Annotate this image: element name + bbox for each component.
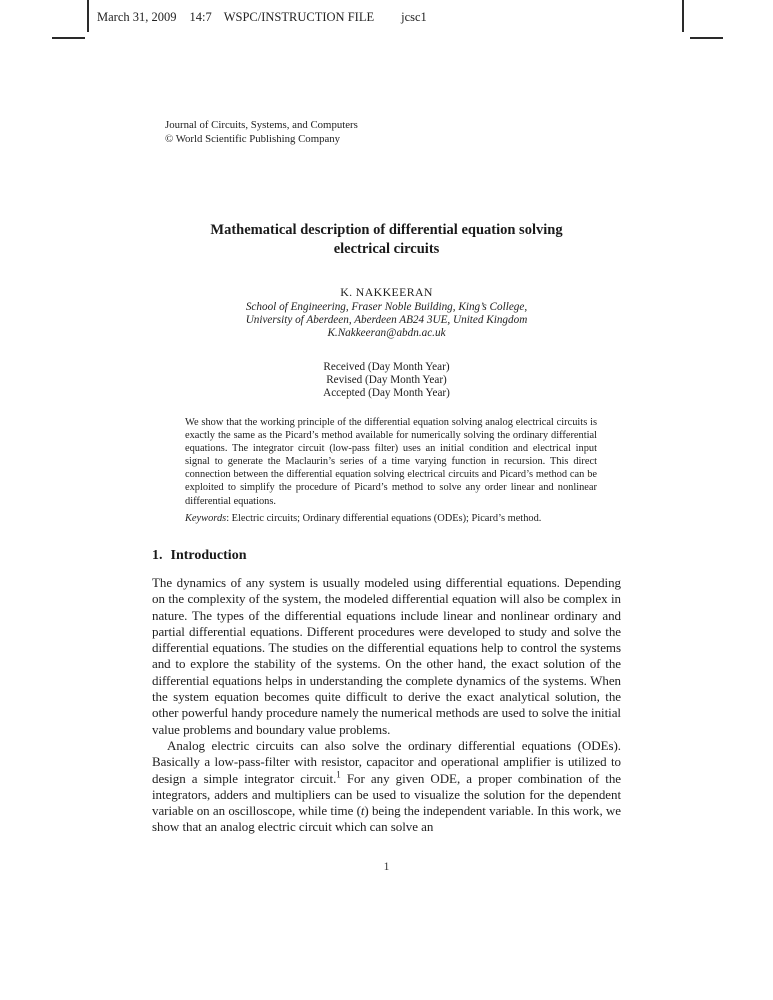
crop-mark-top-left-horizontal (52, 37, 85, 39)
history-revised: Revised (Day Month Year) (326, 374, 447, 387)
paper-history (152, 361, 621, 401)
crop-mark-top-left-vertical (87, 0, 89, 32)
paragraph-2-text-a: Analog electric circuits can also solve the ordinary differential equations (ODEs). Basically a low-pass-filter with resistor, capacitor and operational amplifier is utilized to design a simple integrator circuit. (152, 737, 621, 786)
paragraph-2-text-c: ) being the independent variable. In this work, we show that an analog electric circuit which can solve an (152, 803, 621, 835)
section-title: Introduction (170, 548, 247, 563)
section-number: 1. (152, 548, 163, 563)
header-time: 14:7 (189, 10, 212, 24)
header-file-tag: jcsc1 (401, 10, 427, 24)
running-header (97, 10, 427, 25)
history-received: Received (Day Month Year) (323, 361, 450, 373)
keywords-text: : Electric circuits; Ordinary differential equations (ODEs); Picard’s method. (226, 513, 542, 524)
affiliation-line2: University of Aberdeen, Aberdeen AB24 3UE, United Kingdom (245, 314, 528, 327)
keywords-label: Keywords (185, 513, 227, 524)
paper-title-line1: Mathematical description of differential equation solving (210, 222, 563, 238)
journal-name: Journal of Circuits, Systems, and Computers (165, 119, 358, 131)
paper-title-line2: electrical circuits (333, 241, 440, 257)
crop-mark-top-right-horizontal (690, 37, 723, 39)
math-variable-t: t (360, 803, 365, 819)
intro-paragraph-1: The dynamics of any system is usually modeled using differential equations. Depending on the complexity of the system, the modeled differential equation will also be complex in nature. The types of the differential equations include linear and nonlinear ordinary and partial differential equations. Different procedures were developed to study and solve the differential equations. The studies on the differential equations help to control the systems and to explore the stability of the systems. On the other hand, the exact solution of the differential equations helps in understanding the complete dynamics of the systems. When the system equation becomes quite difficult to derive the exact analytical solution, the other powerful handy procedure namely the numerical methods are used to solve the initial value problems and boundary value problems. (152, 575, 621, 737)
author-email: K.Nakkeeran@abdn.ac.uk (327, 327, 446, 340)
intro-paragraph-2 (152, 738, 621, 836)
journal-copyright: © World Scientific Publishing Company (165, 132, 341, 145)
keywords-line (185, 512, 597, 525)
header-date: March 31, 2009 (97, 10, 177, 24)
crop-mark-top-right-vertical (682, 0, 684, 32)
history-accepted: Accepted (Day Month Year) (323, 387, 450, 400)
author-name: K. NAKKEERAN (340, 285, 433, 299)
page-number: 1 (383, 861, 390, 873)
journal-block (165, 119, 358, 146)
header-instruction-file: WSPC/INSTRUCTION FILE (223, 10, 375, 24)
section-heading-introduction (152, 548, 621, 564)
introduction-body (152, 575, 621, 836)
paragraph-2-text-b: For any given ODE, a proper combination of the integrators, adders and multipliers can be used to visualize the solution for the dependent variable on an oscilloscope, while time ( (152, 770, 621, 819)
citation-reference-1: 1 (336, 769, 341, 780)
author-affiliation (152, 301, 621, 341)
paper-title (152, 221, 621, 259)
abstract: We show that the working principle of the differential equation solving analog electrical circuits is exactly the same as the Picard’s method available for numerically solving the ordinary differential equations. The integrator circuit (low-pass filter) uses an initial condition and electrical input signal to generate the Maclaurin’s series of a time varying function in recursion. This direct connection between the differential equation solving electrical circuits and Picard’s method can be exploited to simplify the procedure of Picard’s method to solve any order linear and nonlinear differential equations. (185, 417, 597, 507)
affiliation-line1: School of Engineering, Fraser Noble Building, King’s College, (245, 301, 528, 313)
